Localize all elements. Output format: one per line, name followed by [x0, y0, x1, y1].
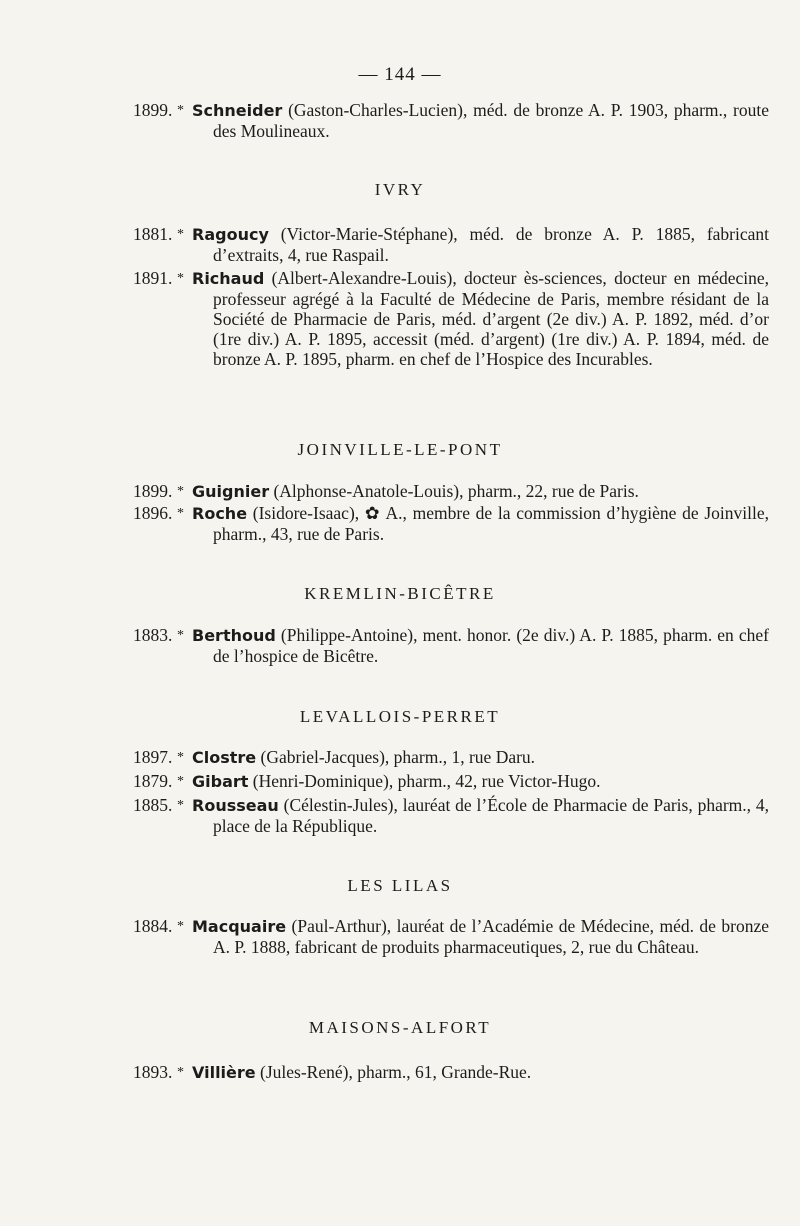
list-item — [133, 916, 769, 957]
entry-year: 1883. — [133, 625, 173, 645]
asterisk-icon: * — [177, 227, 184, 242]
section-title-joinville: JOINVILLE-LE-PONT — [297, 440, 503, 459]
asterisk-icon: * — [177, 919, 184, 934]
list-item — [133, 747, 769, 768]
asterisk-icon: * — [177, 798, 184, 813]
entry-year: 1885. — [133, 795, 173, 815]
entry-year: 1879. — [133, 771, 173, 791]
section-title-kremlin-bicetre: KREMLIN-BICÊTRE — [304, 584, 496, 603]
list-item — [133, 481, 769, 502]
section-title-ivry: IVRY — [374, 180, 426, 199]
entry-name: Rousseau — [192, 796, 279, 815]
list-item — [133, 224, 769, 265]
entry-name: Berthoud — [192, 626, 276, 645]
list-item — [133, 268, 769, 369]
entry-name: Macquaire — [192, 917, 287, 936]
entry-text: (Albert-Alexandre-Louis), docteur ès-sciences, docteur en médecine, professeur agrégé à la Faculté de Médecine de Paris, membre résidant de la Société de Pharmacie de Paris, méd. d’argent (2e div.) A. P. 1892, méd. d’or (1re div.) A. P. 1895, accessit (méd. d’argent) (1re div.) A. P. 1894, méd. de bronze A. P. 1895, pharm. en chef de l’Hospice des Incurables. — [213, 268, 769, 369]
list-item — [133, 771, 769, 792]
asterisk-icon: * — [177, 628, 184, 643]
section-title-maisons-alfort: MAISONS-ALFORT — [308, 1018, 492, 1037]
page-number: — 144 — — [358, 64, 442, 85]
asterisk-icon: * — [177, 750, 184, 765]
entry-name: Villière — [192, 1063, 256, 1082]
entry-text: (Victor-Marie-Stéphane), méd. de bronze A. P. 1885, fabricant d’extraits, 4, rue Raspail. — [213, 224, 769, 265]
entry-text: (Isidore-Isaac), ✿ A., membre de la commission d’hygiène de Joinville, pharm., 43, rue de Paris. — [213, 503, 769, 544]
entry-text: (Philippe-Antoine), ment. honor. (2e div.) A. P. 1885, pharm. en chef de l’hospice de Bicêtre. — [213, 625, 769, 666]
entry-name: Richaud — [192, 269, 265, 288]
asterisk-icon: * — [177, 271, 184, 286]
entry-text: (Paul-Arthur), lauréat de l’Académie de Médecine, méd. de bronze A. P. 1888, fabricant de produits pharmaceutiques, 2, rue du Château. — [213, 916, 770, 957]
section-title-levallois-perret: LEVALLOIS-PERRET — [299, 707, 501, 726]
list-item — [133, 625, 769, 666]
entry-year: 1893. — [133, 1062, 173, 1082]
list-item — [133, 795, 769, 836]
asterisk-icon: * — [177, 506, 184, 521]
asterisk-icon: * — [177, 484, 184, 499]
entry-text: (Célestin-Jules), lauréat de l’École de Pharmacie de Paris, pharm., 4, place de la République. — [213, 795, 769, 836]
entry-text: (Gabriel-Jacques), pharm., 1, rue Daru. — [260, 747, 536, 767]
entry-year: 1897. — [133, 747, 173, 767]
entry-text: (Alphonse-Anatole-Louis), pharm., 22, rue de Paris. — [273, 481, 639, 501]
entry-name: Roche — [192, 504, 248, 523]
entry-text: (Jules-René), pharm., 61, Grande-Rue. — [260, 1062, 532, 1082]
entry-year: 1884. — [133, 916, 173, 936]
entry-year: 1896. — [133, 503, 173, 523]
list-item — [133, 503, 769, 544]
list-item — [133, 100, 769, 141]
asterisk-icon: * — [177, 774, 184, 789]
entry-name: Gibart — [192, 772, 249, 791]
entry-name: Clostre — [192, 748, 257, 767]
entry-year: 1899. — [133, 481, 173, 501]
asterisk-icon: * — [177, 1065, 184, 1080]
entry-name: Guignier — [192, 482, 270, 501]
entry-year: 1881. — [133, 224, 173, 244]
section-title-les-lilas: LES LILAS — [347, 876, 453, 895]
entry-text: (Henri-Dominique), pharm., 42, rue Victor-Hugo. — [252, 771, 601, 791]
entry-year: 1891. — [133, 268, 173, 288]
entry-name: Schneider — [192, 101, 283, 120]
entry-text: (Gaston-Charles-Lucien), méd. de bronze A. P. 1903, pharm., route des Moulineaux. — [213, 100, 769, 141]
entry-year: 1899. — [133, 100, 173, 120]
asterisk-icon: * — [177, 103, 184, 118]
entry-name: Ragoucy — [192, 225, 269, 244]
list-item — [133, 1062, 769, 1083]
